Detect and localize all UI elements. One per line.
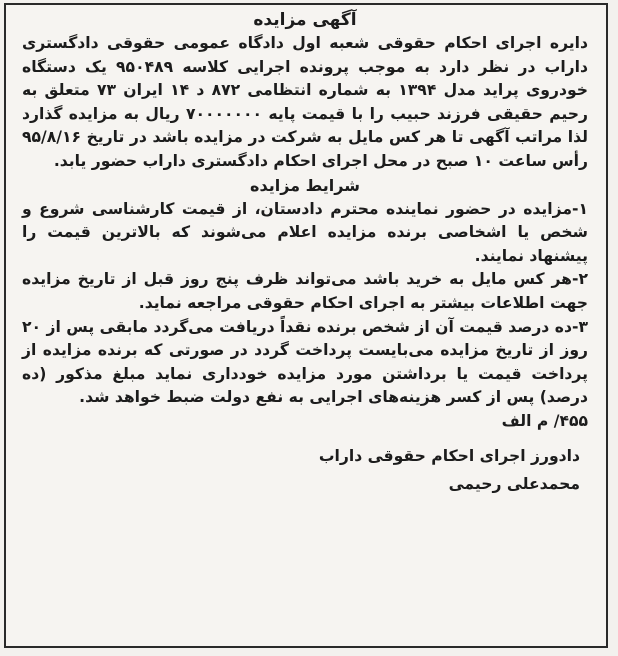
notice-intro: دایره اجرای احکام حقوقی شعبه اول دادگاه عمومی حقوقی دادگستری داراب در نظر دارد به موجب پرونده اجرایی کلاسه ۹۵۰۴۸۹ یک دستگاه خودروی پراید مدل ۱۳۹۴ به شماره انتظامی ۸۷۲ د ۱۴ ایران ۷۳ متعلق به رحیم حقیقی فرزند حبیب را با قیمت پایه ۷۰۰۰۰۰۰۰ ریال به مزایده گذارد لذا مراتب آگهی تا هر کس مایل به شرکت در مزایده باشد در تاریخ ۹۵/۸/۱۶ رأس ساعت ۱۰ صبح در محل اجرای احکام دادگستری داراب حضور یابد.	[22, 34, 589, 170]
conditions-title: شرایط مزایده	[250, 175, 360, 195]
signer-title: دادورز اجرای احکام حقوقی داراب	[318, 446, 580, 465]
notice-frame	[4, 3, 608, 648]
condition-item-2: ۲-هر کس مایل به خرید باشد می‌تواند ظرف پنج روز قبل از تاریخ مزایده جهت اطلاعات بیشتر به اجرای احکام حقوقی مراجعه نماید.	[22, 270, 588, 312]
notice-title: آگهی مزایده	[253, 10, 357, 30]
condition-item-3: ۳-ده درصد قیمت آن از شخص برنده نقداً دریافت می‌گردد مابقی پس از ۲۰ روز از تاریخ مزایده می‌بایست پرداخت گردد در صورتی که برنده مزایده از پرداخت قیمت یا برداشتن مورد مزایده خودداری نماید مبلغ مذکور (ده درصد) پس از کسر هزینه‌های اجرایی به نفع دولت ضبط خواهد شد.	[22, 317, 588, 407]
signer-name: محمدعلی رحیمی	[448, 474, 580, 493]
notice-content	[6, 5, 606, 498]
reference-number: ۴۵۵/ م الف	[501, 411, 588, 430]
signature-block	[22, 442, 588, 498]
condition-item-1: ۱-مزایده در حضور نماینده محترم دادستان، از قیمت کارشناسی شروع و شخص یا اشخاصی برنده مزایده اعلام می‌شوند که بالاترین قیمت را پیشنهاد نمایند.	[22, 199, 588, 265]
